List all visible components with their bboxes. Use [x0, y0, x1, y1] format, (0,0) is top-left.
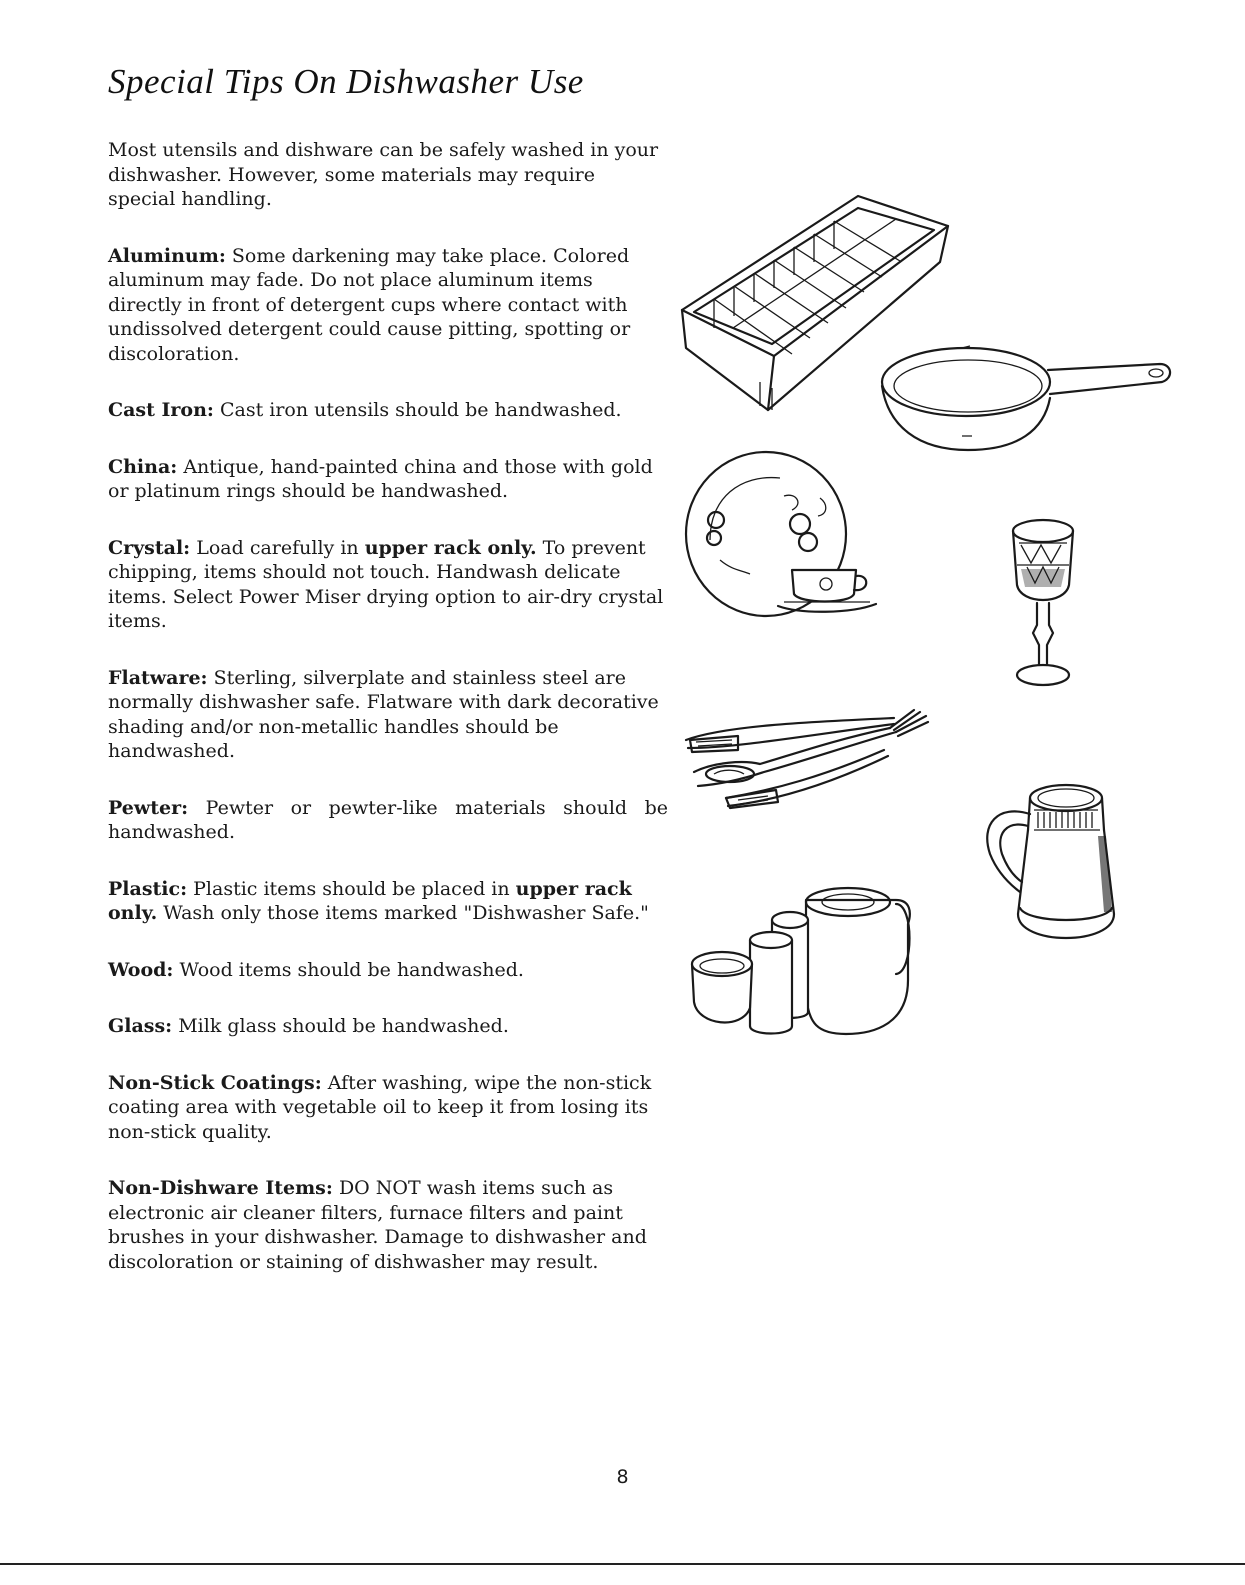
- crystal-goblet-icon: [1005, 515, 1083, 693]
- tip-term: Glass:: [108, 1015, 173, 1037]
- tip-plastic: [108, 877, 668, 926]
- tip-text: Some darkening may take place. Colored aluminum may fade. Do not place aluminum items directly in front of detergent cups where contact with undissolved detergent could cause pitting, spotting or discoloration.: [108, 244, 631, 365]
- tip-term: Wood:: [108, 958, 174, 981]
- page-title: Special Tips On Dishwasher Use: [108, 62, 584, 101]
- tip-aluminum: [108, 244, 668, 367]
- tip-text: To prevent chipping, items should not touch. Handwash delicate items. Select Power Miser drying option to air-dry crystal items.: [108, 536, 664, 632]
- tip-text: Cast iron utensils should be handwashed.: [213, 399, 622, 421]
- tip-glass: [108, 1014, 668, 1039]
- cast-iron-skillet-icon: [878, 340, 1178, 460]
- tip-flatware: [108, 666, 668, 764]
- china-plate-cup-icon: [680, 448, 890, 623]
- tip-cast-iron: [108, 398, 668, 423]
- tip-text: Milk glass should be handwashed.: [172, 1015, 509, 1037]
- tip-term: Flatware:: [108, 666, 208, 689]
- tip-pewter: [108, 796, 668, 845]
- tip-term: Plastic:: [108, 877, 188, 900]
- page-number: 8: [616, 1466, 629, 1488]
- tip-text: After washing, wipe the non-stick coating area with vegetable oil to keep it from losing its non-stick quality.: [108, 1071, 652, 1143]
- tip-wood: [108, 958, 668, 983]
- tip-text: DO NOT wash items such as electronic air cleaner filters, furnace filters and paint brushes in your dishwasher. Damage to dishwasher and discoloration or staining of dishwasher may result.: [108, 1177, 647, 1273]
- tip-term: Non-Stick Coatings:: [108, 1071, 322, 1094]
- tip-emphasis: upper rack only.: [364, 536, 537, 559]
- tip-china: [108, 455, 668, 504]
- tip-term: China:: [108, 455, 178, 478]
- tip-text: Load carefully in: [190, 536, 365, 559]
- intro-paragraph: Most utensils and dishware can be safely washed in your dishwasher. However, some materials may require special handling.: [108, 139, 659, 210]
- plastic-containers-icon: [688, 884, 918, 1036]
- tip-text: Wood items should be handwashed.: [173, 958, 524, 981]
- tip-term: Cast Iron:: [108, 399, 214, 421]
- tip-non-stick: [108, 1071, 668, 1145]
- tip-term: Aluminum:: [108, 244, 226, 267]
- tip-text: Antique, hand-painted china and those with gold or platinum rings should be handwashed.: [108, 455, 653, 502]
- tip-term: Crystal:: [108, 536, 191, 559]
- tip-non-dishware: [108, 1176, 668, 1274]
- bottom-rule: [0, 1563, 1245, 1565]
- flatware-icon: [684, 706, 930, 812]
- tip-text: Pewter or pewter-like materials should be handwashed.: [108, 796, 668, 843]
- tip-text: Plastic items should be placed in: [187, 877, 516, 900]
- tip-crystal: [108, 536, 668, 634]
- tips-column: [108, 138, 668, 1306]
- tip-term: Pewter:: [108, 796, 189, 819]
- pewter-pitcher-icon: [968, 774, 1118, 954]
- tip-text: Wash only those items marked "Dishwasher Safe.": [157, 902, 649, 924]
- tip-term: Non-Dishware Items:: [108, 1177, 333, 1199]
- tip-emphasis: upper rack only.: [108, 877, 632, 924]
- tip-text: Sterling, silverplate and stainless steel are normally dishwasher safe. Flatware with dark decorative shading and/or non-metallic handles should be handwashed.: [108, 666, 659, 762]
